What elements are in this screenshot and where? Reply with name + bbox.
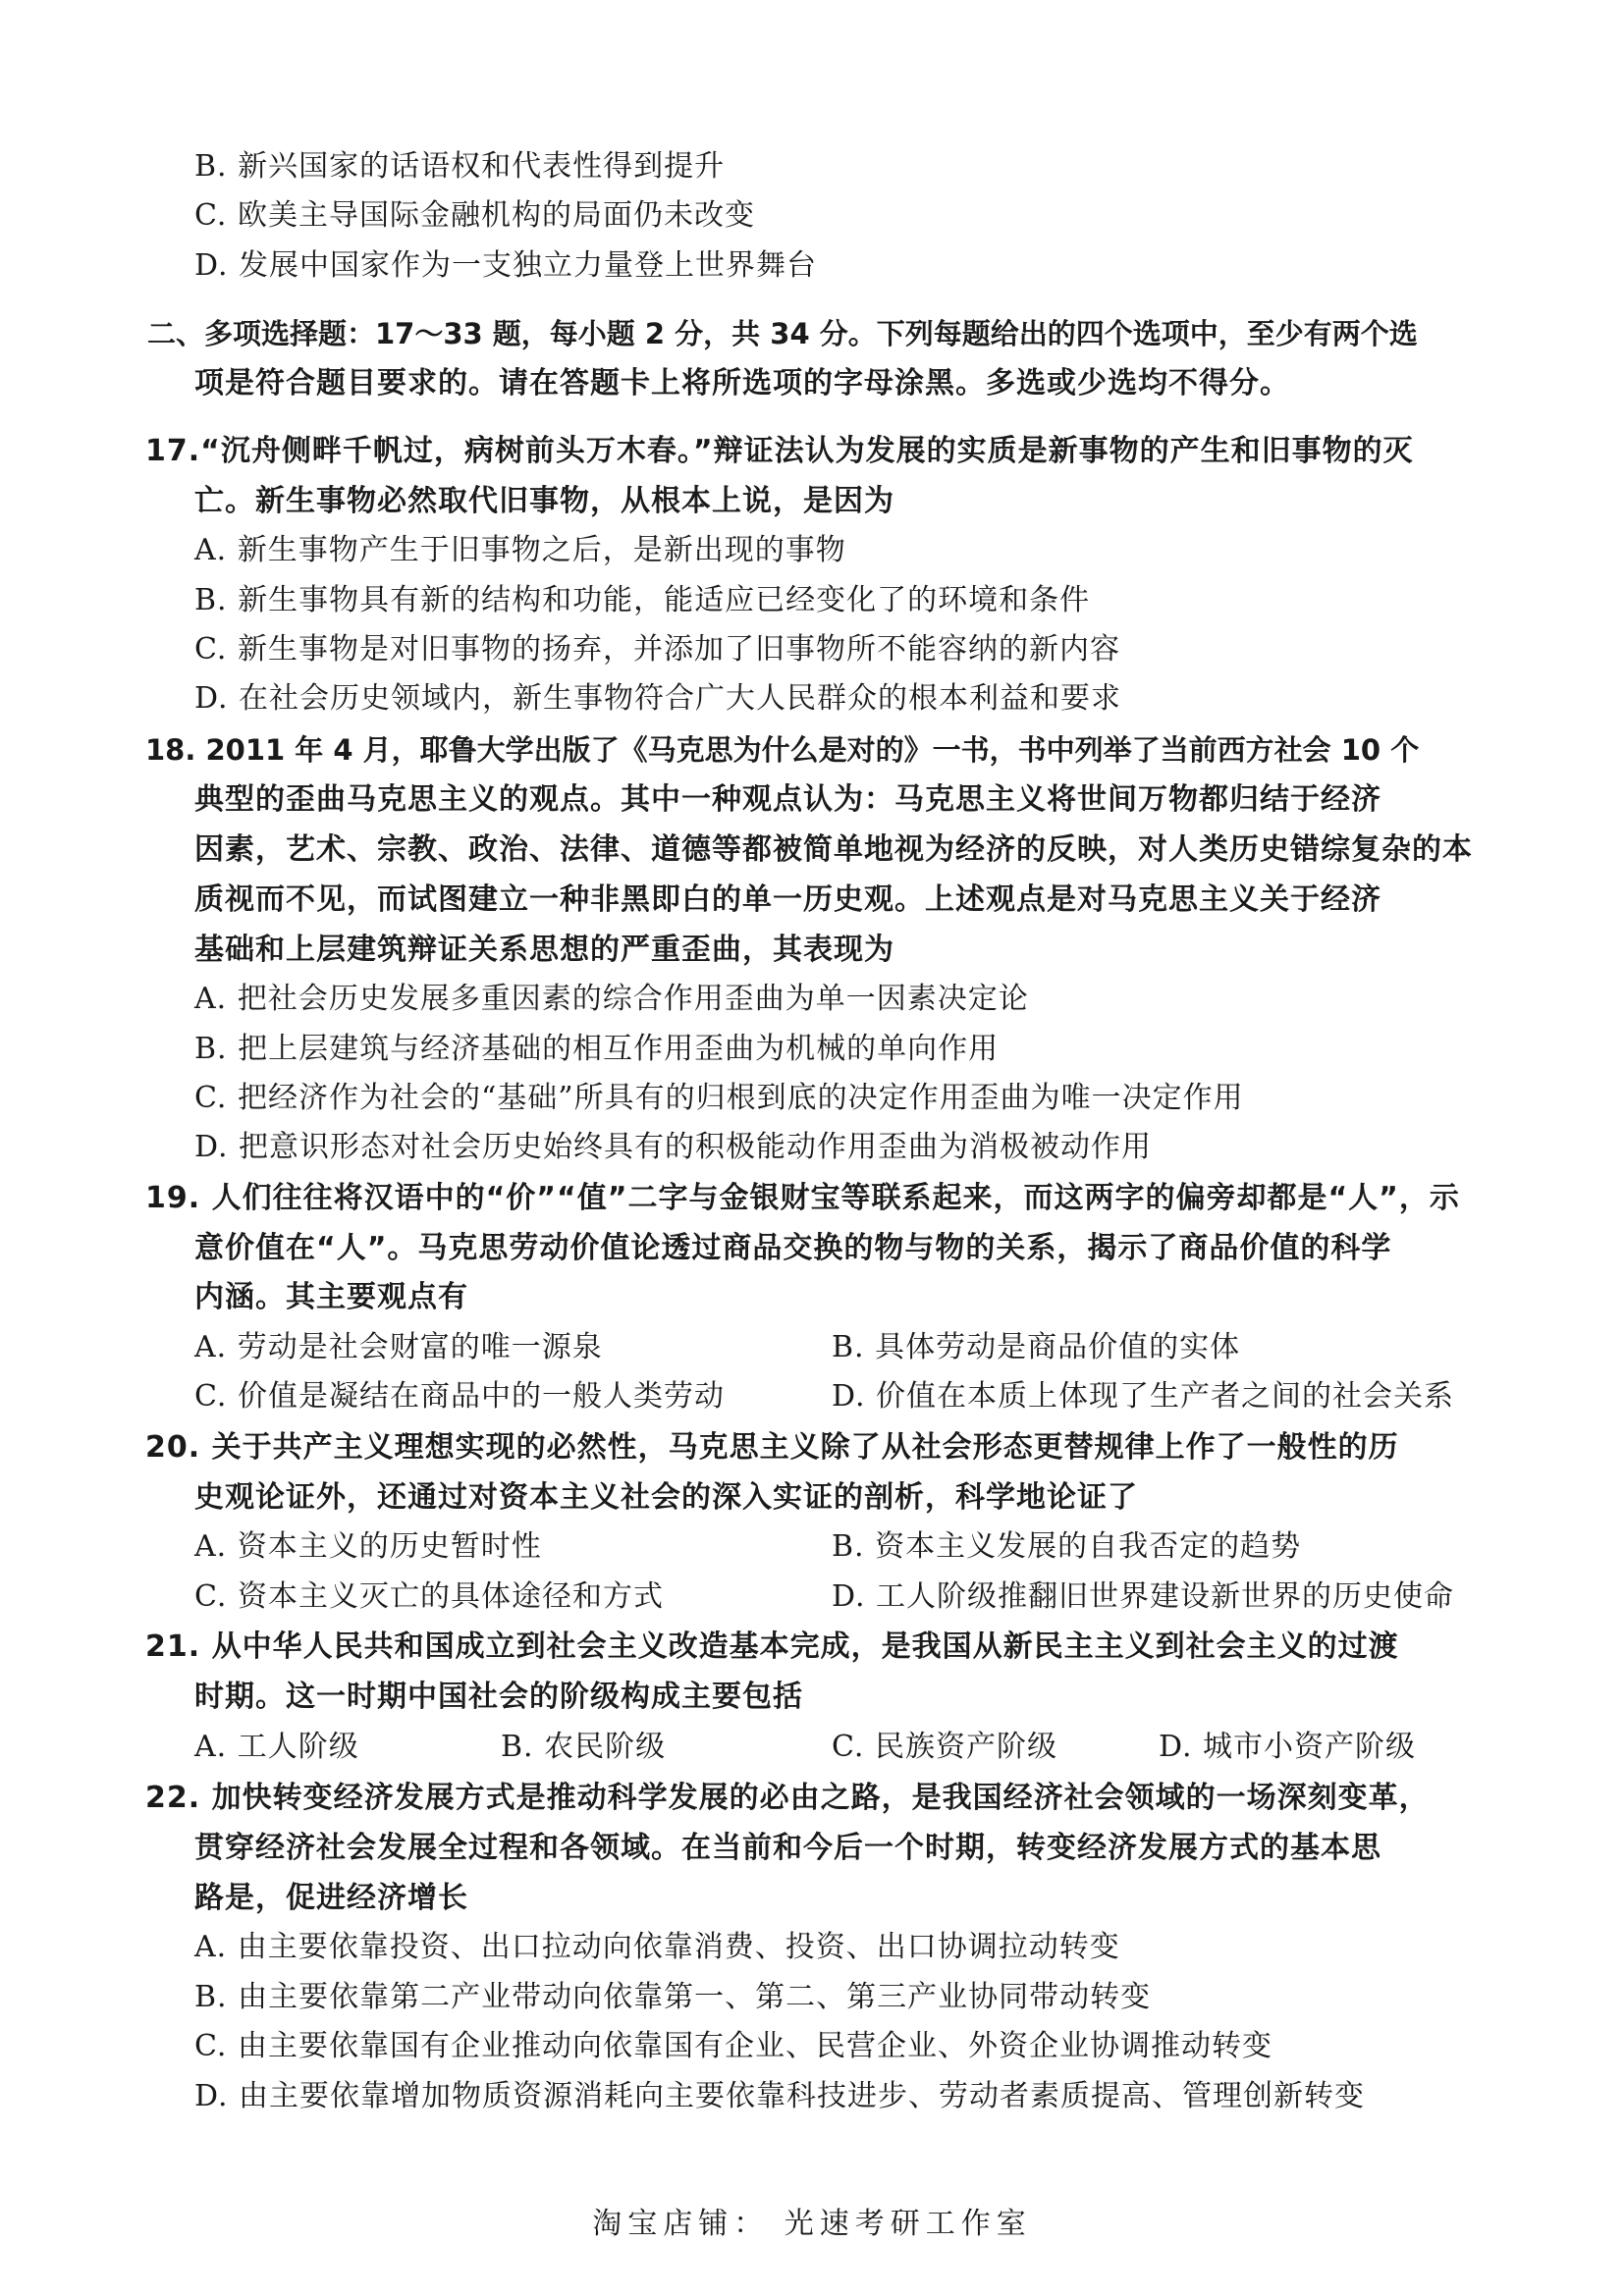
q19-option-a: A. 劳动是社会财富的唯一源泉 bbox=[194, 1330, 603, 1364]
q16-option-c: C. 欧美主导国际金融机构的局面仍未改变 bbox=[194, 198, 755, 233]
q18-stem-line4: 质视而不见，而试图建立一种非黑即白的单一历史观。上述观点是对马克思主义关于经济 bbox=[194, 882, 1381, 917]
q17-option-b: B. 新生事物具有新的结构和功能，能适应已经变化了的环境和条件 bbox=[194, 583, 1091, 617]
q22-option-a: A. 由主要依靠投资、出口拉动向依靠消费、投资、出口协调拉动转变 bbox=[194, 1930, 1120, 1964]
q21-option-d: D. 城市小资产阶级 bbox=[1159, 1730, 1417, 1764]
q18-stem-line5: 基础和上层建筑辩证关系思想的严重歪曲，其表现为 bbox=[194, 933, 894, 967]
q20-stem-line2: 史观论证外，还通过对资本主义社会的深入实证的剖析，科学地论证了 bbox=[194, 1480, 1138, 1515]
q18-stem-line3: 因素，艺术、宗教、政治、法律、道德等都被简单地视为经济的反映，对人类历史错综复杂的本 bbox=[194, 832, 1473, 867]
q18-option-a: A. 把社会历史发展多重因素的综合作用歪曲为单一因素决定论 bbox=[194, 982, 1029, 1016]
q19-option-c: C. 价值是凝结在商品中的一般人类劳动 bbox=[194, 1379, 725, 1414]
q19-option-b: B. 具体劳动是商品价值的实体 bbox=[832, 1330, 1241, 1364]
q22-option-c: C. 由主要依靠国有企业推动向依靠国有企业、民营企业、外资企业协调推动转变 bbox=[194, 2029, 1272, 2063]
q21-option-c: C. 民族资产阶级 bbox=[832, 1730, 1057, 1764]
q16-option-d: D. 发展中国家作为一支独立力量登上世界舞台 bbox=[194, 248, 818, 283]
section2-instructions-line1: 二、多项选择题：17～33 题，每小题 2 分，共 34 分。下列每题给出的四个选项中，至少有两个选 bbox=[147, 317, 1418, 350]
q22-stem-line2: 贯穿经济社会发展全过程和各领域。在当前和今后一个时期，转变经济发展方式的基本思 bbox=[194, 1831, 1381, 1865]
q22-option-b: B. 由主要依靠第二产业带动向依靠第一、第二、第三产业协同带动转变 bbox=[194, 1980, 1152, 2014]
q21-option-a: A. 工人阶级 bbox=[194, 1730, 359, 1764]
q20-stem-line1: 20. 关于共产主义理想实现的必然性，马克思主义除了从社会形态更替规律上作了一般性的历 bbox=[145, 1430, 1399, 1465]
q21-stem-line2: 时期。这一时期中国社会的阶级构成主要包括 bbox=[194, 1680, 803, 1714]
q20-option-c: C. 资本主义灭亡的具体途径和方式 bbox=[194, 1579, 664, 1614]
q19-stem-line2: 意价值在“人”。马克思劳动价值论透过商品交换的物与物的关系，揭示了商品价值的科学 bbox=[194, 1231, 1392, 1265]
q19-option-d: D. 价值在本质上体现了生产者之间的社会关系 bbox=[832, 1379, 1455, 1414]
q21-stem-line1: 21. 从中华人民共和国成立到社会主义改造基本完成，是我国从新民主主义到社会主义的过渡 bbox=[145, 1629, 1399, 1664]
section2-instructions-line2: 项是符合题目要求的。请在答题卡上将所选项的字母涂黑。多选或少选均不得分。 bbox=[194, 366, 1290, 400]
q17-stem-line2: 亡。新生事物必然取代旧事物，从根本上说，是因为 bbox=[194, 484, 894, 518]
q18-option-d: D. 把意识形态对社会历史始终具有的积极能动作用歪曲为消极被动作用 bbox=[194, 1130, 1153, 1164]
q18-stem-line2: 典型的歪曲马克思主义的观点。其中一种观点认为：马克思主义将世间万物都归结于经济 bbox=[194, 782, 1381, 817]
q20-option-b: B. 资本主义发展的自我否定的趋势 bbox=[832, 1529, 1302, 1564]
page-footer: 淘宝店铺： 光速考研工作室 bbox=[592, 2207, 1032, 2241]
q22-stem-line3: 路是，促进经济增长 bbox=[194, 1881, 468, 1915]
q17-option-a: A. 新生事物产生于旧事物之后，是新出现的事物 bbox=[194, 533, 846, 567]
q20-option-d: D. 工人阶级推翻旧世界建设新世界的历史使命 bbox=[832, 1579, 1455, 1614]
q17-stem-line1: 17.“沉舟侧畔千帆过，病树前头万木春。”辩证法认为发展的实质是新事物的产生和旧事物的灭 bbox=[145, 434, 1414, 468]
q17-option-d: D. 在社会历史领域内，新生事物符合广大人民群众的根本利益和要求 bbox=[194, 681, 1122, 716]
q18-option-c: C. 把经济作为社会的“基础”所具有的归根到底的决定作用歪曲为唯一决定作用 bbox=[194, 1081, 1244, 1115]
q20-option-a: A. 资本主义的历史暂时性 bbox=[194, 1529, 542, 1564]
q17-option-c: C. 新生事物是对旧事物的扬弃，并添加了旧事物所不能容纳的新内容 bbox=[194, 632, 1120, 667]
q19-stem-line1: 19. 人们往往将汉语中的“价”“值”二字与金银财宝等联系起来，而这两字的偏旁却都是“人”，示 bbox=[145, 1181, 1460, 1215]
q16-option-b: B. 新兴国家的话语权和代表性得到提升 bbox=[194, 149, 726, 184]
q18-option-b: B. 把上层建筑与经济基础的相互作用歪曲为机械的单向作用 bbox=[194, 1032, 1000, 1066]
q19-stem-line3: 内涵。其主要观点有 bbox=[194, 1280, 468, 1314]
q22-stem-line1: 22. 加快转变经济发展方式是推动科学发展的必由之路，是我国经济社会领域的一场深刻变革， bbox=[145, 1781, 1430, 1815]
q18-stem-line1: 18. 2011 年 4 月，耶鲁大学出版了《马克思为什么是对的》一书，书中列举了当前西方社会 10 个 bbox=[145, 733, 1420, 767]
q21-option-b: B. 农民阶级 bbox=[501, 1730, 667, 1764]
q22-option-d: D. 由主要依靠增加物质资源消耗向主要依靠科技进步、劳动者素质提高、管理创新转变 bbox=[194, 2079, 1366, 2113]
